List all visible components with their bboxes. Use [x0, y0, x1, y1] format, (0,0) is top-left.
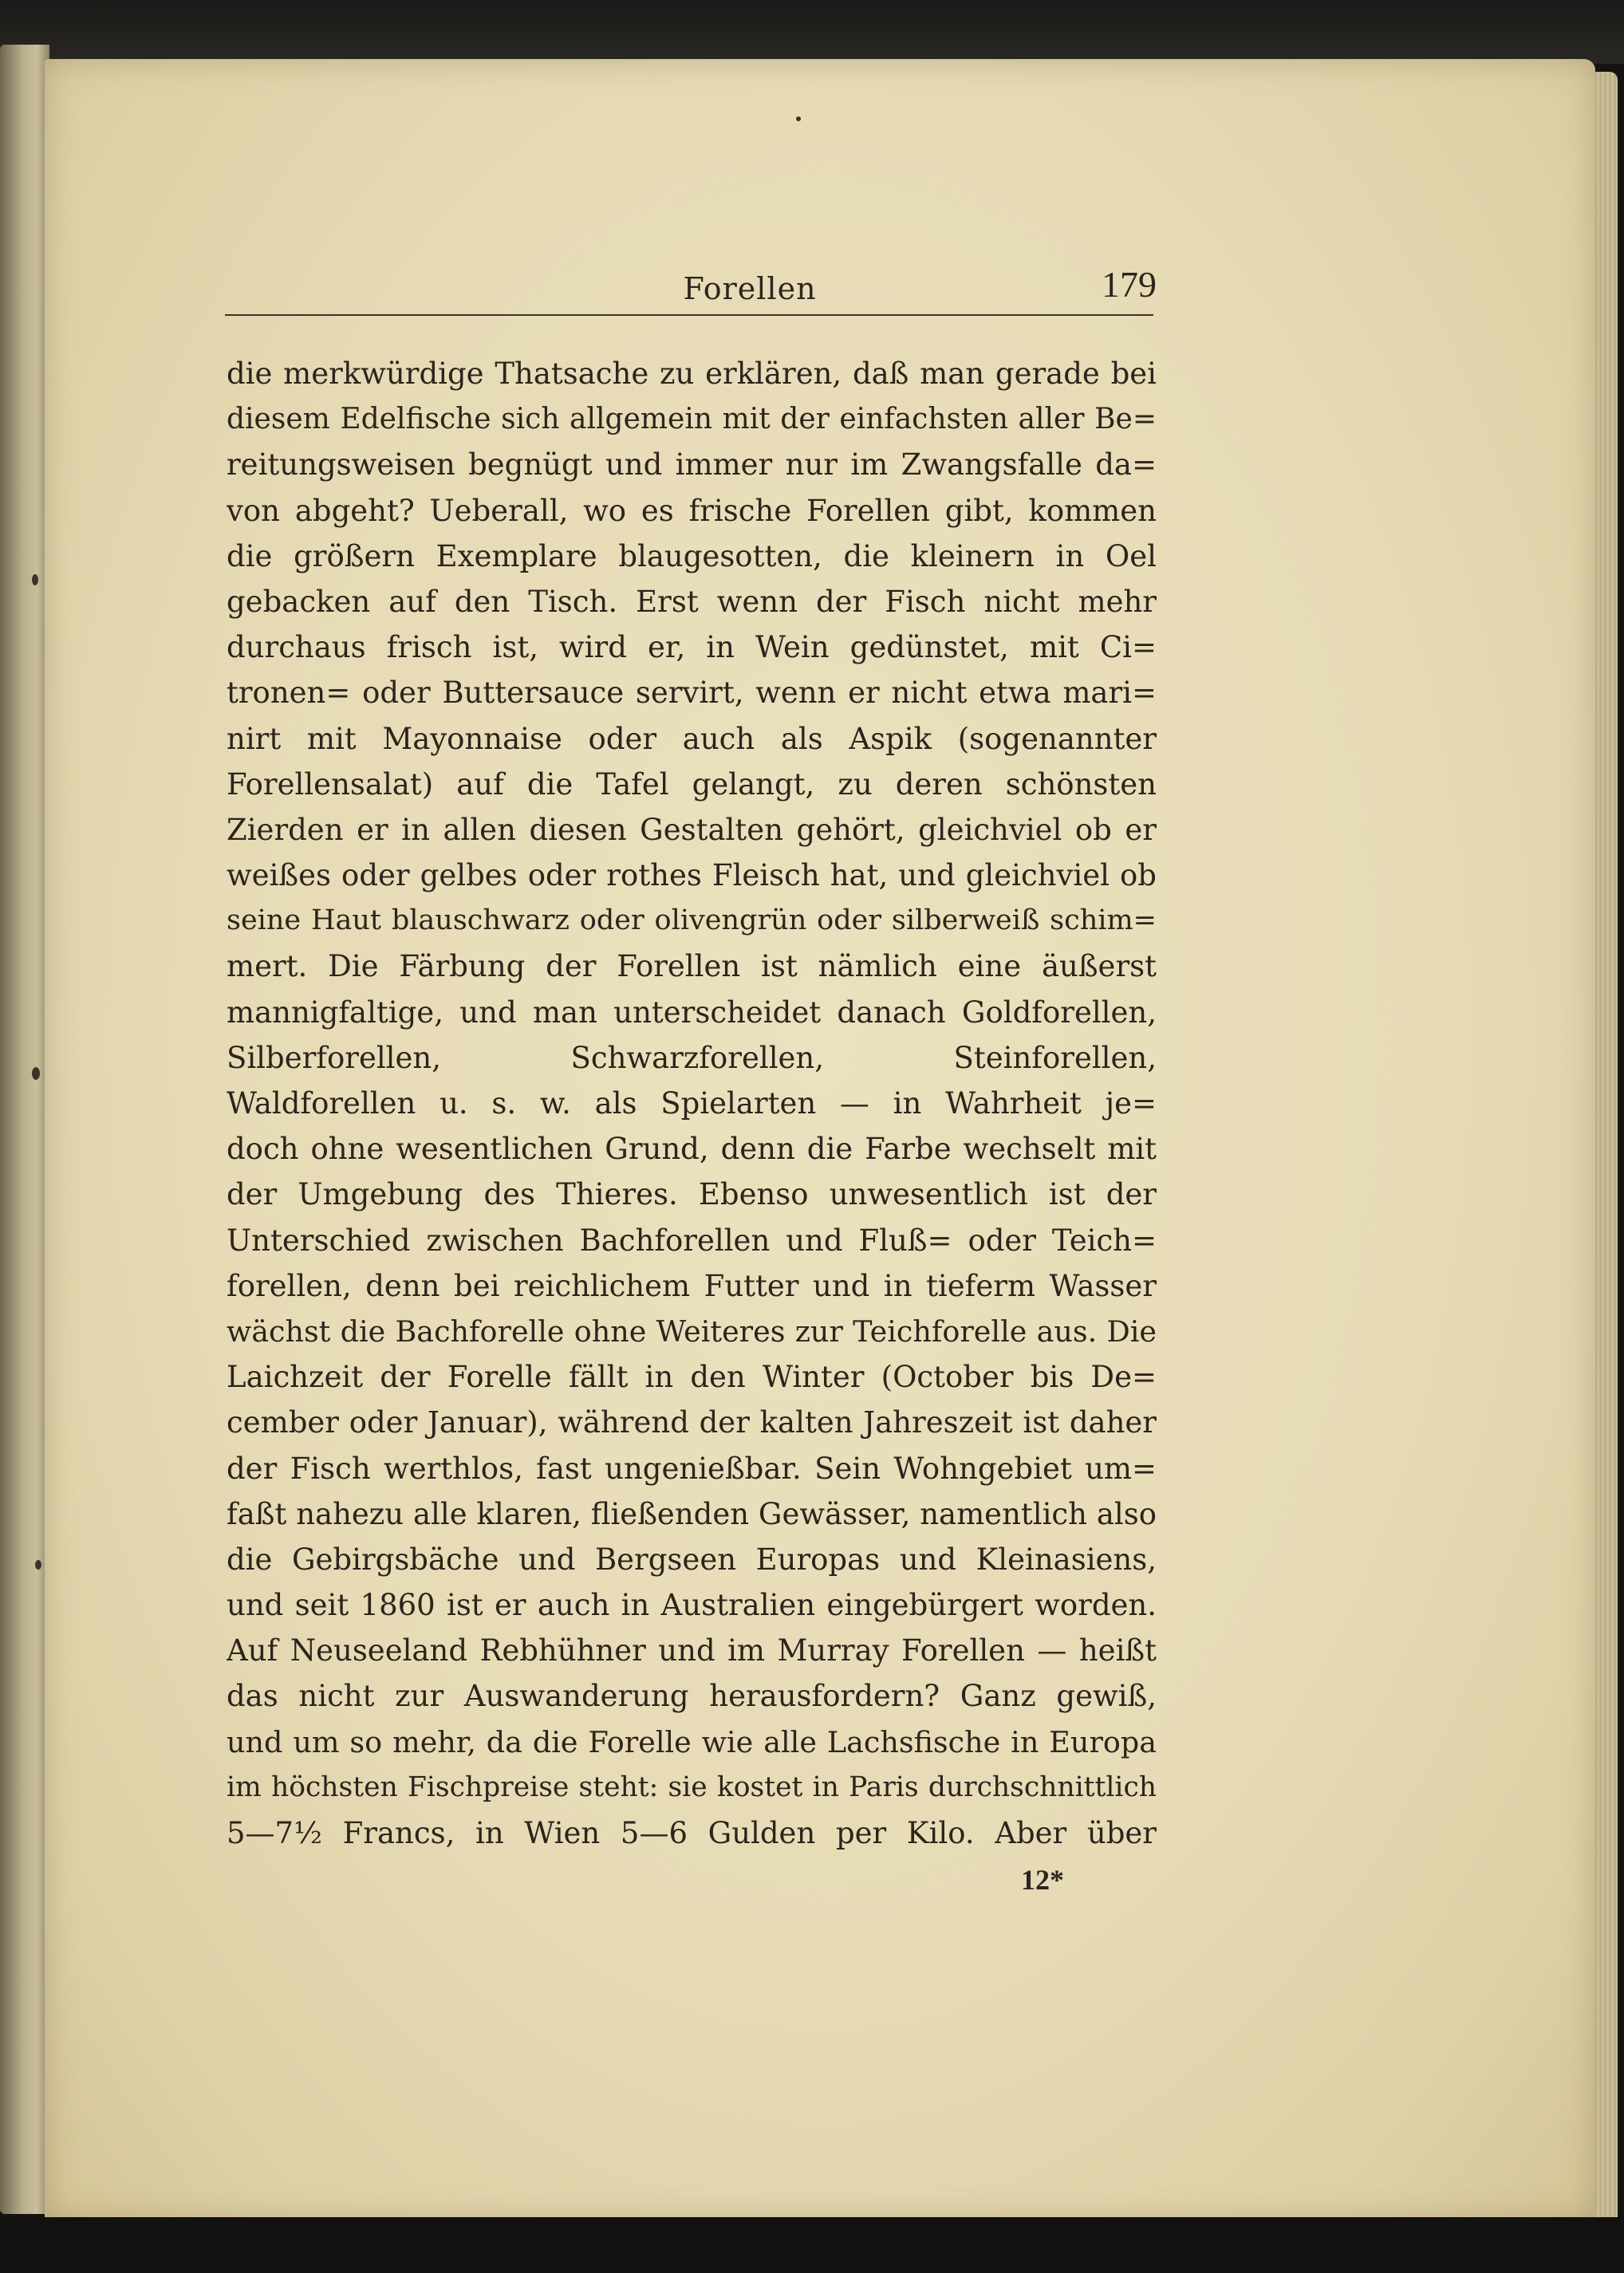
text-line: weißes oder gelbes oder rothes Fleisch hat, und gleichviel ob [227, 858, 1157, 893]
text-line: forellen, denn bei reichlichem Futter und in tieferm Wasser [227, 1268, 1157, 1303]
text-line: diesem Edelfische sich allgemein mit der einfachsten aller Be= [227, 403, 1157, 436]
text-line: Waldforellen u. s. w. als Spielarten — in Wahrheit je= [227, 1086, 1157, 1121]
text-line: das nicht zur Auswanderung herausfordern? Ganz gewiß, [227, 1679, 1157, 1714]
paper-speck [32, 574, 38, 585]
text-line: Silberforellen, Schwarzforellen, Steinforellen, [227, 1040, 1157, 1075]
text-line: der Umgebung des Thieres. Ebenso unwesentlich ist der [227, 1177, 1157, 1212]
text-line: im höchsten Fischpreise steht: sie kostet in Paris durchschnittlich [227, 1771, 1157, 1803]
text-line: 5—7½ Francs, in Wien 5—6 Gulden per Kilo. Aber über [227, 1816, 1157, 1850]
text-line: Zierden er in allen diesen Gestalten gehört, gleichviel ob er [227, 812, 1157, 847]
running-header-title: Forellen [683, 271, 817, 306]
text-line: seine Haut blauschwarz oder olivengrün oder silberweiß schim= [227, 904, 1157, 937]
text-line: wächst die Bachforelle ohne Weiteres zur Teichforelle aus. Die [227, 1314, 1157, 1349]
paper-speck [32, 1067, 40, 1080]
text-line: die größern Exemplare blaugesotten, die kleinern in Oel [227, 538, 1157, 573]
signature-mark: 12* [1021, 1864, 1064, 1896]
text-line: von abgeht? Ueberall, wo es frische Forellen gibt, kommen [227, 493, 1157, 528]
text-line: mert. Die Färbung der Forellen ist nämlich eine äußerst [227, 949, 1157, 984]
text-line: doch ohne wesentlichen Grund, denn die Farbe wechselt mit [227, 1132, 1157, 1167]
text-line: und um so mehr, da die Forelle wie alle Lachsfische in Europa [227, 1724, 1157, 1759]
body-text [227, 351, 1157, 1856]
text-line: die merkwürdige Thatsache zu erklären, daß man gerade bei [227, 357, 1157, 391]
text-line: der Fisch werthlos, fast ungenießbar. Sein Wohngebiet um= [227, 1451, 1157, 1486]
text-line: faßt nahezu alle klaren, fließenden Gewässer, namentlich also [227, 1496, 1157, 1531]
text-line: Forellensalat) auf die Tafel gelangt, zu deren schönsten [227, 766, 1157, 802]
scan-bottom-border [0, 2217, 1624, 2273]
text-line: gebacken auf den Tisch. Erst wenn der Fisch nicht mehr [227, 584, 1157, 619]
header-rule [225, 314, 1153, 316]
scan-top-border [0, 0, 1624, 64]
paper-speck [796, 116, 801, 121]
text-line: cember oder Januar), während der kalten Jahreszeit ist daher [227, 1405, 1157, 1440]
text-line: die Gebirgsbäche und Bergseen Europas und Kleinasiens, [227, 1542, 1157, 1577]
paper-speck [35, 1560, 41, 1570]
text-line: und seit 1860 ist er auch in Australien eingebürgert worden. [227, 1588, 1157, 1623]
text-line: durchaus frisch ist, wird er, in Wein gedünstet, mit Ci= [227, 630, 1157, 665]
text-line: reitungsweisen begnügt und immer nur im Zwangsfalle da= [227, 447, 1157, 483]
facing-page-edge [0, 45, 49, 2214]
text-line: nirt mit Mayonnaise oder auch als Aspik (sogenannter [227, 721, 1157, 756]
text-line: Unterschied zwischen Bachforellen und Fluß= oder Teich= [227, 1223, 1157, 1258]
text-line: Auf Neuseeland Rebhühner und im Murray Forellen — heißt [227, 1633, 1157, 1668]
text-line: tronen= oder Buttersauce servirt, wenn er nicht etwa mari= [227, 676, 1157, 711]
page-number: 179 [1102, 264, 1157, 305]
text-line: mannigfaltige, und man unterscheidet danach Goldforellen, [227, 995, 1157, 1030]
text-line: Laichzeit der Forelle fällt in den Winter (October bis De= [227, 1360, 1157, 1395]
